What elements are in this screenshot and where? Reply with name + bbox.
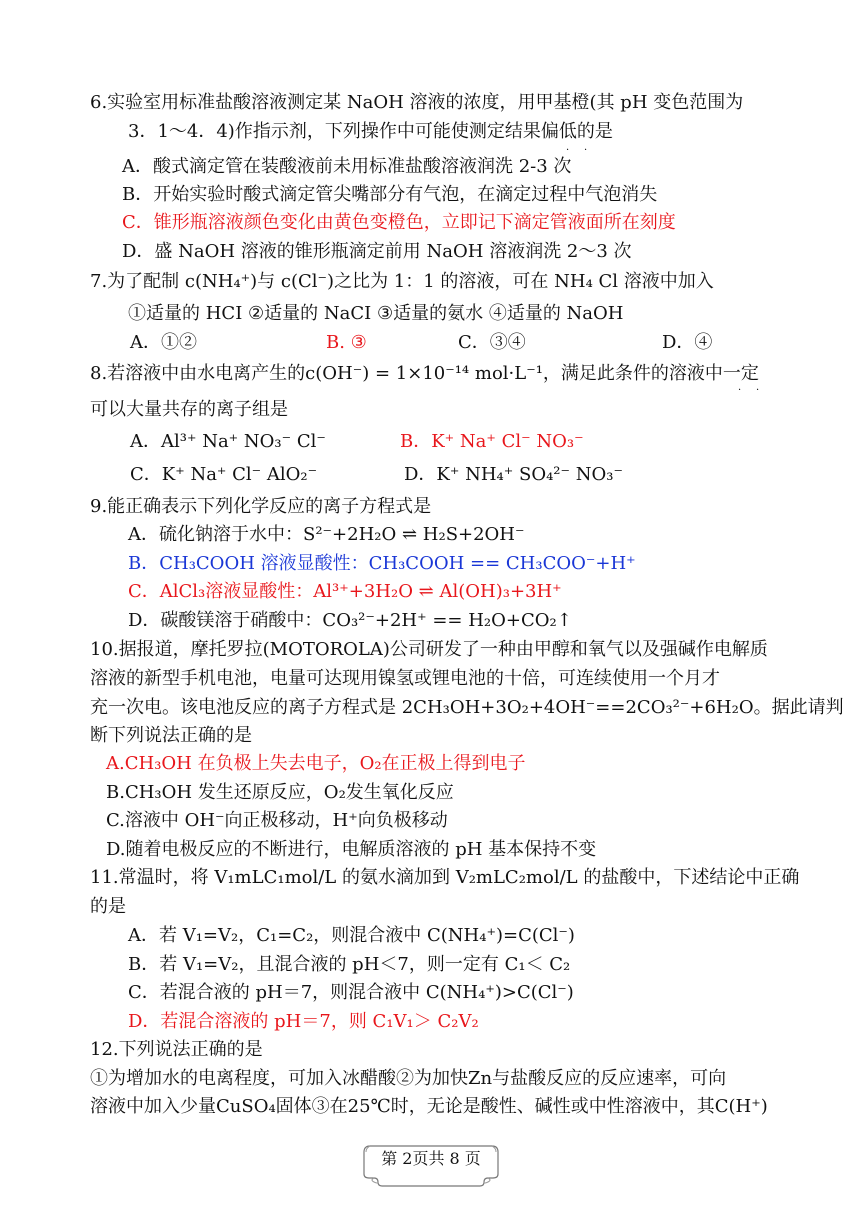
q11-option-d: D．若混合溶液的 pH＝7，则 C₁V₁＞ C₂V₂ [128,1011,479,1032]
emphasis-dot: · [566,145,570,156]
page-footer [362,1142,500,1188]
q11-option-b: B．若 V₁=V₂，且混合液的 pH＜7，则一定有 C₁＜ C₂ [128,954,571,975]
q8-stem-line1: 8.若溶液中由水电离产生的c(OH⁻) = 1×10⁻¹⁴ mol·L⁻¹，满足此条件的溶液中一定 [90,363,759,384]
q12-stem: 12.下列说法正确的是 [90,1039,263,1060]
q11-stem-line2: 的是 [90,896,126,917]
q10-option-c: C.溶液中 OH⁻向正极移动，H⁺向负极移动 [106,810,448,831]
q11-stem-line1: 11.常温时，将 V₁mLC₁mol/L 的氨水滴加到 V₂mLC₂mol/L 的盐酸中，下述结论中正确 [90,867,800,888]
q10-stem-line3: 充一次电。该电池反应的离子方程式是 2CH₃OH+3O₂+4OH⁻==2CO₃²⁻+6H₂O。据此请判 [90,697,844,718]
q8-option-c: C．K⁺ Na⁺ Cl⁻ AlO₂⁻ [130,464,318,485]
q6-option-c: C．锥形瓶溶液颜色变化由黄色变橙色，立即记下滴定管液面所在刻度 [122,212,676,233]
q7-option-b: B. ③ [326,332,367,353]
q12-body-line2: 溶液中加入少量CuSO₄固体③在25℃时，无论是酸性、碱性或中性溶液中，其C(H⁺) [90,1096,768,1117]
q9-option-c: C．AlCl₃溶液显酸性：Al³⁺+3H₂O ⇌ Al(OH)₃+3H⁺ [128,581,562,602]
page-number-label: 第 2页共 8 页 [381,1149,481,1168]
q6-stem-line1: 6.实验室用标准盐酸溶液测定某 NaOH 溶液的浓度，用甲基橙(其 pH 变色范围为 [90,92,744,113]
emphasis-dot: · [738,385,742,396]
q10-option-a: A.CH₃OH 在负极上失去电子，O₂在正极上得到电子 [106,753,526,774]
q7-option-d: D．④ [662,332,713,353]
q6-option-b: B．开始实验时酸式滴定管尖嘴部分有气泡，在滴定过程中气泡消失 [122,184,658,205]
q10-stem-line1: 10.据报道，摩托罗拉(MOTOROLA)公司研发了一种由甲醇和氧气以及强碱作电解质 [90,639,768,660]
q10-stem-line2: 溶液的新型手机电池，电量可达现用镍氢或锂电池的十倍，可连续使用一个月才 [90,668,720,689]
q9-option-b: B．CH₃COOH 溶液显酸性：CH₃COOH == CH₃COO⁻+H⁺ [128,553,636,574]
q7-option-c: C．③④ [458,332,526,353]
q8-option-b: B．K⁺ Na⁺ Cl⁻ NO₃⁻ [400,431,584,452]
q9-option-a: A．硫化钠溶于水中：S²⁻+2H₂O ⇌ H₂S+2OH⁻ [128,524,525,545]
q10-option-b: B.CH₃OH 发生还原反应，O₂发生氧化反应 [106,782,454,803]
q6-option-a: A．酸式滴定管在装酸液前未用标准盐酸溶液润洗 2-3 次 [122,156,572,177]
emphasis-dot: · [584,145,588,156]
q6-option-d: D．盛 NaOH 溶液的锥形瓶滴定前用 NaOH 溶液润洗 2～3 次 [122,241,632,262]
q11-option-c: C．若混合液的 pH＝7，则混合液中 C(NH₄⁺)>C(Cl⁻) [128,982,574,1003]
q9-stem: 9.能正确表示下列化学反应的离子方程式是 [90,496,432,517]
emphasis-dot: · [756,385,760,396]
q10-stem-line4: 断下列说法正确的是 [90,725,252,746]
q6-stem-line2: 3．1～4．4)作指示剂，下列操作中可能使测定结果偏低的是 [128,121,613,142]
q10-option-d: D.随着电极反应的不断进行，电解质溶液的 pH 基本保持不变 [106,839,597,860]
q9-option-d: D．碳酸镁溶于硝酸中：CO₃²⁻+2H⁺ == H₂O+CO₂↑ [128,610,572,631]
q8-stem-line2: 可以大量共存的离子组是 [90,399,288,420]
q7-option-a: A．①② [130,332,197,353]
q11-option-a: A．若 V₁=V₂，C₁=C₂，则混合液中 C(NH₄⁺)=C(Cl⁻) [128,925,575,946]
q8-option-d: D．K⁺ NH₄⁺ SO₄²⁻ NO₃⁻ [404,464,623,485]
q7-stem: 7.为了配制 c(NH₄⁺)与 c(Cl⁻)之比为 1：1 的溶液，可在 NH₄ Cl 溶液中加入 [90,271,714,292]
q12-body-line1: ①为增加水的电离程度，可加入冰醋酸②为加快Zn与盐酸反应的反应速率，可向 [90,1068,727,1089]
q7-items: ①适量的 HCI ②适量的 NaCI ③适量的氨水 ④适量的 NaOH [128,303,624,324]
q8-option-a: A．Al³⁺ Na⁺ NO₃⁻ Cl⁻ [130,431,326,452]
